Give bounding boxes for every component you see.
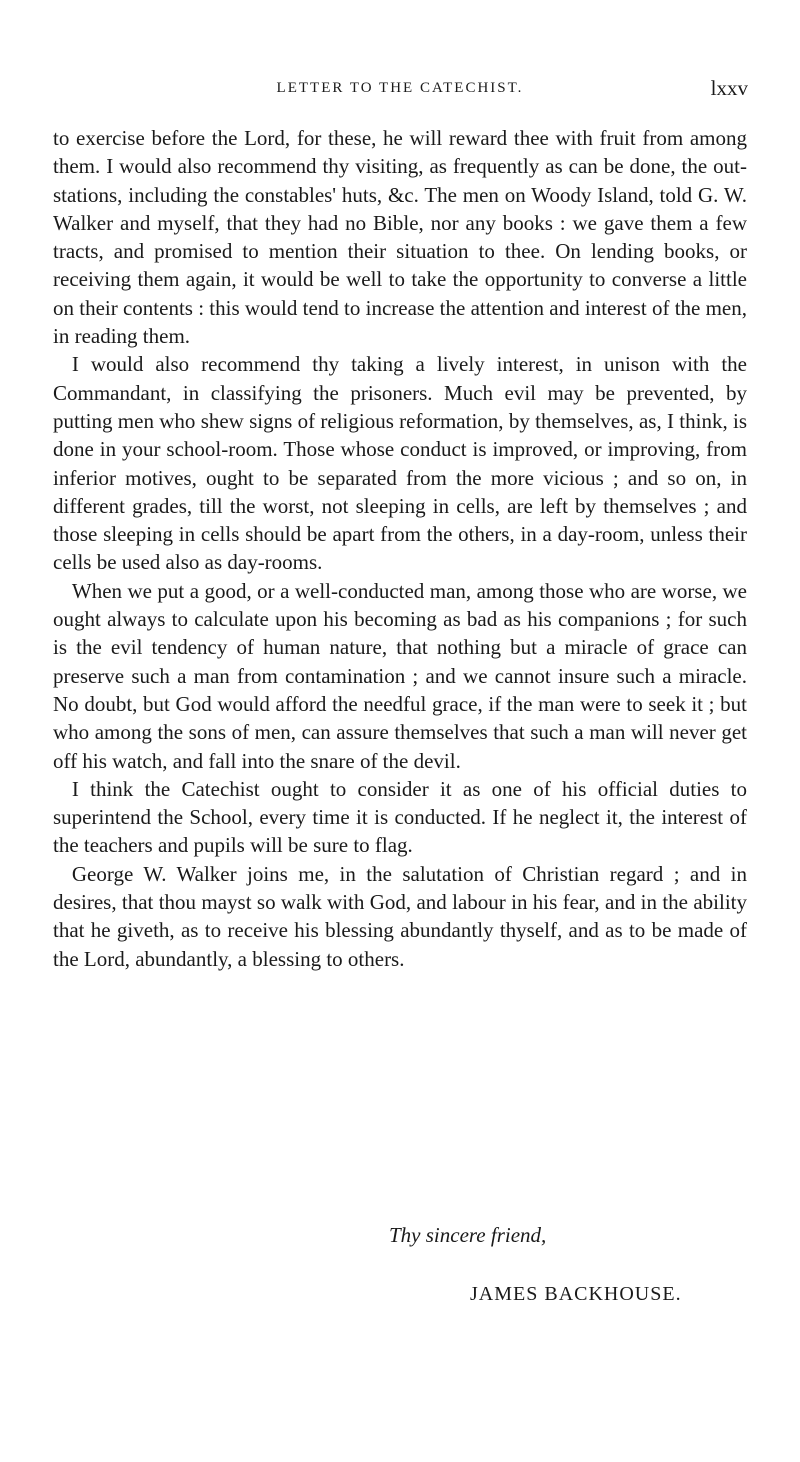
- running-title: LETTER TO THE CATECHIST.: [276, 80, 524, 96]
- paragraph-well-conducted-man: When we put a good, or a well-conducted man, among those who are worse, we ought always to calculate upon his becoming as bad as his companions ; for such is the evil tendency of human nature, that nothing but a miracle of grace can preserve such a man from contamination ; and we cannot insure such a miracle. No doubt, but God would afford the needful grace, if the man were to seek it ; but who among the sons of men, can assure themselves that such a man will never get off his watch, and fall into the snare of the devil.: [53, 578, 747, 773]
- paragraph-classifying-prisoners: I would also recommend thy taking a lively interest, in unison with the Commandant, in classifying the prisoners. Much evil may be prevented, by putting men who shew signs of religious reformation, by themselves, as, I think, is done in your school-room. Those whose conduct is improved, or improving, from inferior motives, ought to be separated from the more vicious ; and so on, in different grades, till the worst, not sleeping in cells, are left by themselves ; and those sleeping in cells should be apart from the others, in a day-room, unless their cells be used also as day-rooms.: [53, 352, 747, 575]
- letter-signature: JAMES BACKHOUSE.: [470, 1283, 682, 1305]
- page-number: lxxv: [710, 76, 748, 100]
- paragraph-salutation: George W. Walker joins me, in the salutation of Christian regard ; and in desires, that thou mayst so walk with God, and labour in his fear, and in the ability that he giveth, as to receive his blessing abundantly thyself, and as to be made of the Lord, abundantly, a blessing to others.: [53, 861, 747, 971]
- paragraph-school-duties: I think the Catechist ought to consider it as one of his official duties to superintend the School, every time it is conducted. If he neglect it, the interest of the teachers and pupils will be sure to flag.: [53, 776, 747, 858]
- letter-closing: Thy sincere friend,: [389, 1223, 547, 1247]
- letter-body: [53, 124, 747, 973]
- running-head: [52, 70, 748, 106]
- paragraph-continued: to exercise before the Lord, for these, he will reward thee with fruit from among them. I would also recommend thy visiting, as frequently as can be done, the out-stations, including the constables' huts, &c. The men on Woody Island, told G. W. Walker and myself, that they had no Bible, nor any books : we gave them a few tracts, and promised to mention their situation to thee. On lending books, or receiving them again, it would be well to take the opportunity to converse a little on their contents : this would tend to increase the attention and interest of the men, in reading them.: [53, 126, 747, 349]
